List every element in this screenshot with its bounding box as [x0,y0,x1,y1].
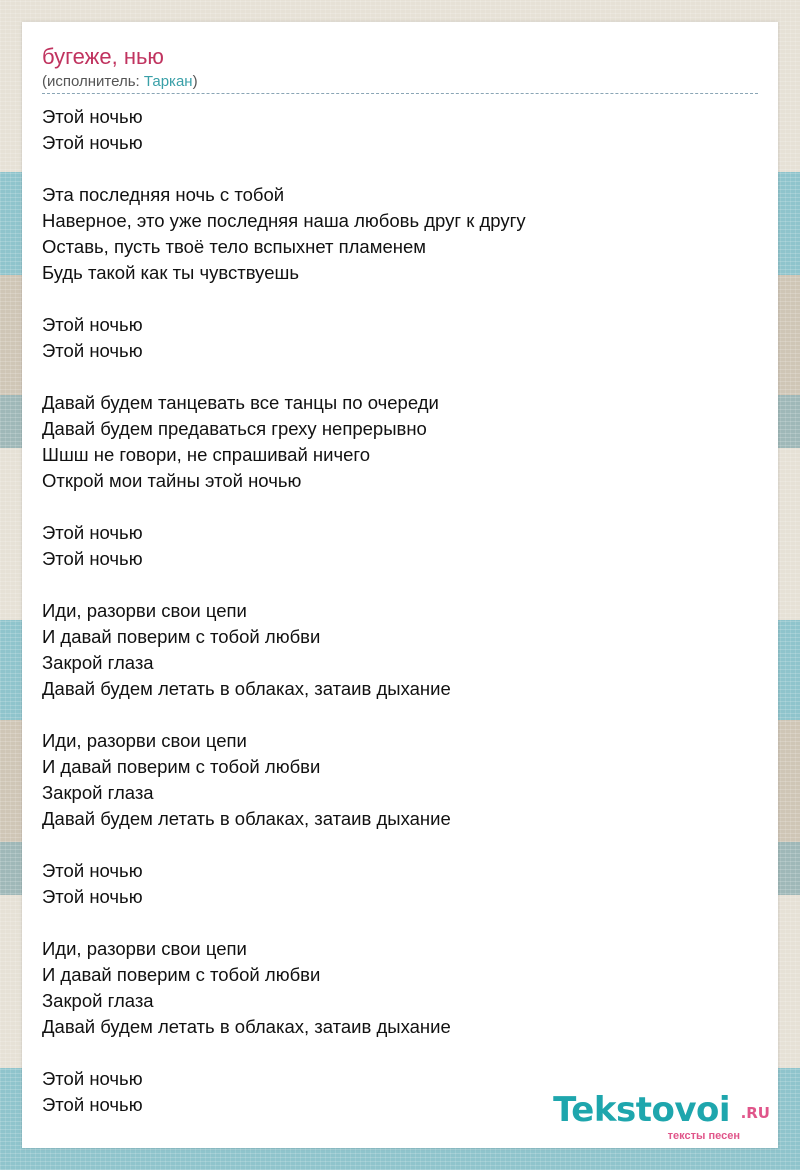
lyric-line: И давай поверим с тобой любви [42,964,321,985]
lyric-blank-line [42,364,742,390]
lyric-line: Давай будем летать в облаках, затаив дыхание [42,1016,451,1037]
lyric-line: Давай будем танцевать все танцы по очереди [42,392,439,413]
lyric-line: Будь такой как ты чувствуешь [42,262,299,283]
artist-link[interactable]: Таркан [143,73,193,90]
lyric-line: Давай будем летать в облаках, затаив дыхание [42,808,451,829]
lyric-line: Эта последняя ночь с тобой [42,184,285,205]
lyric-line: Закрой глаза [42,990,154,1011]
lyric-line: Этой ночью [42,886,143,907]
lyric-line: И давай поверим с тобой любви [42,756,321,777]
lyric-line: Шшш не говори, не спрашивай ничего [42,444,371,465]
song-title: бугеже, нью [42,44,164,69]
lyric-line: Иди, разорви свои цепи [42,600,247,621]
lyric-line: Наверное, это уже последняя наша любовь друг к другу [42,210,526,231]
site-logo[interactable] [550,1090,770,1146]
lyric-blank-line [42,156,742,182]
lyric-line: Этой ночью [42,132,143,153]
lyric-line: Закрой глаза [42,782,154,803]
lyric-line: Этой ночью [42,1094,143,1115]
lyric-line: Этой ночью [42,548,143,569]
logo-domain: .RU [740,1104,770,1122]
artist-line [42,73,198,91]
lyrics-card [22,22,778,1148]
title-divider [42,93,758,94]
lyric-line: И давай поверим с тобой любви [42,626,321,647]
artist-suffix: ) [192,73,198,90]
lyric-blank-line [42,286,742,312]
lyric-line: Закрой глаза [42,652,154,673]
logo-wordmark: Tekstovoi [553,1090,730,1130]
artist-prefix: (исполнитель: [42,73,144,90]
lyrics-body [42,104,742,1118]
lyric-blank-line [42,702,742,728]
lyric-blank-line [42,1040,742,1066]
lyric-line: Открой мои тайны этой ночью [42,470,302,491]
lyric-line: Этой ночью [42,860,143,881]
logo-subtitle: тексты песен [667,1130,740,1142]
lyric-blank-line [42,572,742,598]
lyric-line: Этой ночью [42,340,143,361]
lyric-blank-line [42,494,742,520]
lyric-line: Этой ночью [42,1068,143,1089]
lyric-line: Иди, разорви свои цепи [42,938,247,959]
lyric-blank-line [42,832,742,858]
lyric-blank-line [42,910,742,936]
lyric-line: Этой ночью [42,314,143,335]
lyric-line: Этой ночью [42,106,143,127]
lyric-line: Иди, разорви свои цепи [42,730,247,751]
lyric-line: Оставь, пусть твоё тело вспыхнет пламенем [42,236,426,257]
lyric-line: Давай будем предаваться греху непрерывно [42,418,427,439]
lyric-line: Этой ночью [42,522,143,543]
lyric-line: Давай будем летать в облаках, затаив дыхание [42,678,451,699]
